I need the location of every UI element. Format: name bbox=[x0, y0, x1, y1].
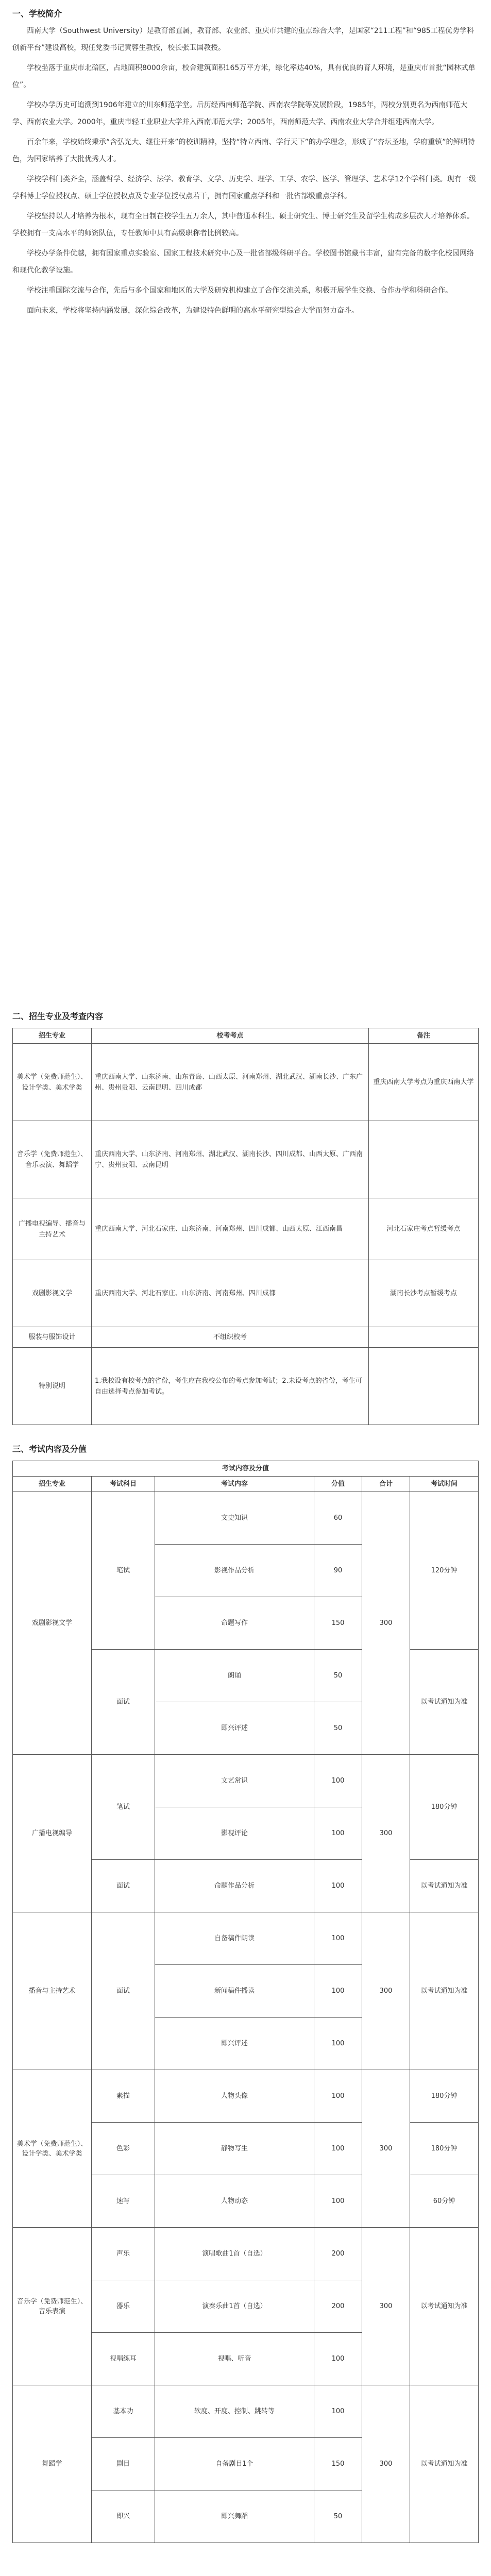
intro-paragraph: 学校坐落于重庆市北碚区，占地面积8000余亩，校舍建筑面积165万平方米，绿化率达40%，具有优良的育人环境，是重庆市首批“园林式单位”。 bbox=[12, 64, 476, 89]
table-row bbox=[13, 1260, 479, 1327]
table-cell: 基本功 bbox=[92, 2385, 155, 2438]
table1-wrapper bbox=[12, 1028, 479, 1425]
table-cell: 影视作品分析 bbox=[155, 1545, 314, 1597]
table1-header: 校考考点 bbox=[92, 1028, 369, 1044]
table-cell: 面试 bbox=[92, 1860, 155, 1912]
table-cell: 重庆西南大学、河北石家庄、山东济南、河南郑州、四川成都、山西太原、江西南昌 bbox=[92, 1198, 369, 1260]
table-cell: 200 bbox=[314, 2280, 362, 2333]
table-cell: 即兴评述 bbox=[155, 1702, 314, 1755]
table-cell: 100 bbox=[314, 2333, 362, 2385]
table-cell: 影视评论 bbox=[155, 1807, 314, 1860]
table-cell: 以考试通知为准 bbox=[410, 1860, 479, 1912]
table-cell: 以考试通知为准 bbox=[410, 1912, 479, 2070]
intro-paragraph: 学校坚持以人才培养为根本，现有全日制在校学生五万余人，其中普通本科生、硕士研究生、博士研究生及留学生构成多层次人才培养体系。学校拥有一支高水平的师资队伍，专任教师中具有高级职称者比例较高。 bbox=[12, 212, 474, 238]
table-cell: 100 bbox=[314, 1755, 362, 1807]
table-cell: 以考试通知为准 bbox=[410, 2385, 479, 2543]
table-cell: 静物写生 bbox=[155, 2123, 314, 2175]
table2-header: 考试科目 bbox=[92, 1477, 155, 1492]
table-cell: 300 bbox=[362, 2228, 410, 2385]
table-cell: 舞蹈学 bbox=[13, 2385, 92, 2543]
major-venue-table bbox=[12, 1028, 479, 1425]
table2-header: 招生专业 bbox=[13, 1477, 92, 1492]
intro-paragraph: 学校办学历史可追溯到1906年建立的川东师范学堂。后历经西南师范学院、西南农学院等发展阶段，1985年，两校分别更名为西南师范大学、西南农业大学。2000年，重庆市轻工业职业大学并入西南师范大学；2005年，西南师范大学、西南农业大学合并组建西南大学。 bbox=[12, 101, 468, 126]
exam-content-table bbox=[12, 1461, 479, 2543]
table2-wrapper bbox=[12, 1461, 479, 2543]
table-row bbox=[13, 1912, 479, 1965]
table-cell: 软度、开度、控制、跳转等 bbox=[155, 2385, 314, 2438]
table-cell: 300 bbox=[362, 1755, 410, 1912]
table-cell: 1.我校设有校考点的省份，考生应在我校公布的考点参加考试；2.未设考点的省份，考生可自由选择考点参加考试。 bbox=[92, 1348, 369, 1425]
table-cell: 人物头像 bbox=[155, 2070, 314, 2123]
table-cell bbox=[369, 1121, 479, 1198]
table-cell: 广播电视编导 bbox=[13, 1755, 92, 1912]
table-cell: 120分钟 bbox=[410, 1492, 479, 1650]
table-cell: 300 bbox=[362, 1492, 410, 1755]
table-cell: 重庆西南大学、山东济南、河南郑州、湖北武汉、湖南长沙、四川成都、山西太原、广西南宁、贵州贵阳、云南昆明 bbox=[92, 1121, 369, 1198]
table-cell: 180分钟 bbox=[410, 2070, 479, 2123]
table-cell: 150 bbox=[314, 2438, 362, 2490]
table-cell: 面试 bbox=[92, 1650, 155, 1755]
table-cell: 戏剧影视文学 bbox=[13, 1492, 92, 1755]
table-cell bbox=[369, 1348, 479, 1425]
intro-paragraph: 面向未来，学校将坚持内涵发展，深化综合改革，为建设特色鲜明的高水平研究型综合大学而努力奋斗。 bbox=[27, 307, 359, 315]
table-cell: 色彩 bbox=[92, 2123, 155, 2175]
table-cell: 重庆西南大学、河北石家庄、山东济南、河南郑州、四川成都 bbox=[92, 1260, 369, 1327]
table-cell: 命题写作 bbox=[155, 1597, 314, 1650]
table-cell: 笔试 bbox=[92, 1492, 155, 1650]
table-cell: 视唱练耳 bbox=[92, 2333, 155, 2385]
table-cell: 命题作品分析 bbox=[155, 1860, 314, 1912]
table-cell: 播音与主持艺术 bbox=[13, 1912, 92, 2070]
table-cell: 100 bbox=[314, 2385, 362, 2438]
table-row bbox=[13, 1327, 479, 1348]
section-heading-intro: 一、学校简介 bbox=[12, 9, 62, 19]
table2-header: 分值 bbox=[314, 1477, 362, 1492]
table-cell: 朗诵 bbox=[155, 1650, 314, 1702]
table-cell: 100 bbox=[314, 2175, 362, 2228]
table-cell: 素描 bbox=[92, 2070, 155, 2123]
table-cell: 60 bbox=[314, 1492, 362, 1545]
table-row bbox=[13, 1348, 479, 1425]
table-cell: 新闻稿件播读 bbox=[155, 1965, 314, 2018]
table-cell: 器乐 bbox=[92, 2280, 155, 2333]
table-cell: 180分钟 bbox=[410, 1755, 479, 1860]
intro-paragraph: 西南大学（Southwest University）是教育部直属，教育部、农业部、重庆市共建的重点综合大学，是国家“211工程”和“985工程优势学科创新平台”建设高校，现任党委书记黄蓉生教授，校长张卫国教授。 bbox=[12, 27, 474, 52]
table-cell: 面试 bbox=[92, 1912, 155, 2070]
table-cell bbox=[369, 1327, 479, 1348]
table-cell: 以考试通知为准 bbox=[410, 1650, 479, 1755]
table-cell: 特别说明 bbox=[13, 1348, 92, 1425]
intro-paragraph: 百余年来，学校始终秉承“含弘光大、继往开来”的校训精神，坚持“特立西南、学行天下”的办学理念，形成了“杏坛圣地，学府重镇”的鲜明特色，为国家培养了大批优秀人才。 bbox=[12, 138, 475, 163]
table-cell: 速写 bbox=[92, 2175, 155, 2228]
table-cell: 100 bbox=[314, 2123, 362, 2175]
table-cell: 100 bbox=[314, 2018, 362, 2070]
table-row bbox=[13, 1044, 479, 1121]
table-cell: 即兴 bbox=[92, 2490, 155, 2543]
table-cell: 300 bbox=[362, 1912, 410, 2070]
table-cell: 50 bbox=[314, 2490, 362, 2543]
table-cell: 演唱歌曲1首（自选） bbox=[155, 2228, 314, 2280]
table-cell: 300 bbox=[362, 2385, 410, 2543]
table-cell: 即兴评述 bbox=[155, 2018, 314, 2070]
table-cell: 河北石家庄考点暂缓考点 bbox=[369, 1198, 479, 1260]
table-cell: 100 bbox=[314, 1965, 362, 2018]
table-row bbox=[13, 2385, 479, 2438]
table-cell: 重庆西南大学考点为重庆西南大学 bbox=[369, 1044, 479, 1121]
table-row bbox=[13, 1198, 479, 1260]
table-cell: 180分钟 bbox=[410, 2123, 479, 2175]
table-cell: 100 bbox=[314, 1860, 362, 1912]
table-row bbox=[13, 1121, 479, 1198]
table-cell: 湖南长沙考点暂缓考点 bbox=[369, 1260, 479, 1327]
table-cell: 50 bbox=[314, 1650, 362, 1702]
table2-header: 合计 bbox=[362, 1477, 410, 1492]
table-cell: 60分钟 bbox=[410, 2175, 479, 2228]
table-cell: 100 bbox=[314, 2070, 362, 2123]
table-cell: 服装与服饰设计 bbox=[13, 1327, 92, 1348]
table-cell: 美术学（免费师范生）、设计学类、美术学类 bbox=[13, 1044, 92, 1121]
table-cell: 90 bbox=[314, 1545, 362, 1597]
table2-body bbox=[13, 1492, 479, 2543]
intro-paragraph: 学校注重国际交流与合作，先后与多个国家和地区的大学及研究机构建立了合作交流关系，积极开展学生交换、合作办学和科研合作。 bbox=[27, 286, 452, 295]
table2-header: 考试内容 bbox=[155, 1477, 314, 1492]
intro-paragraph: 学校办学条件优越，拥有国家重点实验室、国家工程技术研究中心及一批省部级科研平台。学校图书馆藏书丰富，建有完备的数字化校园网络和现代化教学设施。 bbox=[12, 249, 474, 275]
table-row bbox=[13, 2228, 479, 2280]
table-cell: 笔试 bbox=[92, 1755, 155, 1860]
table2-header: 考试时间 bbox=[410, 1477, 479, 1492]
table-row bbox=[13, 2070, 479, 2123]
table-cell: 即兴舞蹈 bbox=[155, 2490, 314, 2543]
intro-body bbox=[12, 23, 479, 323]
table-cell: 150 bbox=[314, 1597, 362, 1650]
table-cell: 自备剧目1个 bbox=[155, 2438, 314, 2490]
table-cell: 文史知识 bbox=[155, 1492, 314, 1545]
table-cell: 广播电视编导、播音与主持艺术 bbox=[13, 1198, 92, 1260]
table-cell: 100 bbox=[314, 1807, 362, 1860]
table-cell: 不组织校考 bbox=[92, 1327, 369, 1348]
table-cell: 以考试通知为准 bbox=[410, 2228, 479, 2385]
table-cell: 重庆西南大学、山东济南、山东青岛、山西太原、河南郑州、湖北武汉、湖南长沙、广东广州、贵州贵阳、云南昆明、四川成都 bbox=[92, 1044, 369, 1121]
table-cell: 50 bbox=[314, 1702, 362, 1755]
table-cell: 人物动态 bbox=[155, 2175, 314, 2228]
table-cell: 200 bbox=[314, 2228, 362, 2280]
table-row bbox=[13, 1492, 479, 1545]
section-heading-table1: 二、招生专业及考查内容 bbox=[12, 1011, 104, 1021]
table2-title: 考试内容及分值 bbox=[13, 1461, 479, 1477]
table-cell: 音乐学（免费师范生）、音乐表演 bbox=[13, 2228, 92, 2385]
table-cell: 美术学（免费师范生）、设计学类、美术学类 bbox=[13, 2070, 92, 2228]
table1-header: 招生专业 bbox=[13, 1028, 92, 1044]
table-cell: 100 bbox=[314, 1912, 362, 1965]
table1-header: 备注 bbox=[369, 1028, 479, 1044]
table-cell: 300 bbox=[362, 2070, 410, 2228]
section-heading-table2: 三、考试内容及分值 bbox=[12, 1444, 87, 1454]
table-row bbox=[13, 1755, 479, 1807]
table-cell: 戏剧影视文学 bbox=[13, 1260, 92, 1327]
table-cell: 声乐 bbox=[92, 2228, 155, 2280]
table-cell: 剧目 bbox=[92, 2438, 155, 2490]
table-cell: 视唱、听音 bbox=[155, 2333, 314, 2385]
table-cell: 演奏乐曲1首（自选） bbox=[155, 2280, 314, 2333]
intro-paragraph: 学校学科门类齐全，涵盖哲学、经济学、法学、教育学、文学、历史学、理学、工学、农学、医学、管理学、艺术学12个学科门类。现有一级学科博士学位授权点、硕士学位授权点及专业学位授权点若干，拥有国家重点学科和一批省部级重点学科。 bbox=[12, 175, 476, 200]
table-cell: 音乐学（免费师范生）、音乐表演、舞蹈学 bbox=[13, 1121, 92, 1198]
table-cell: 自备稿件朗读 bbox=[155, 1912, 314, 1965]
table-cell: 文艺常识 bbox=[155, 1755, 314, 1807]
